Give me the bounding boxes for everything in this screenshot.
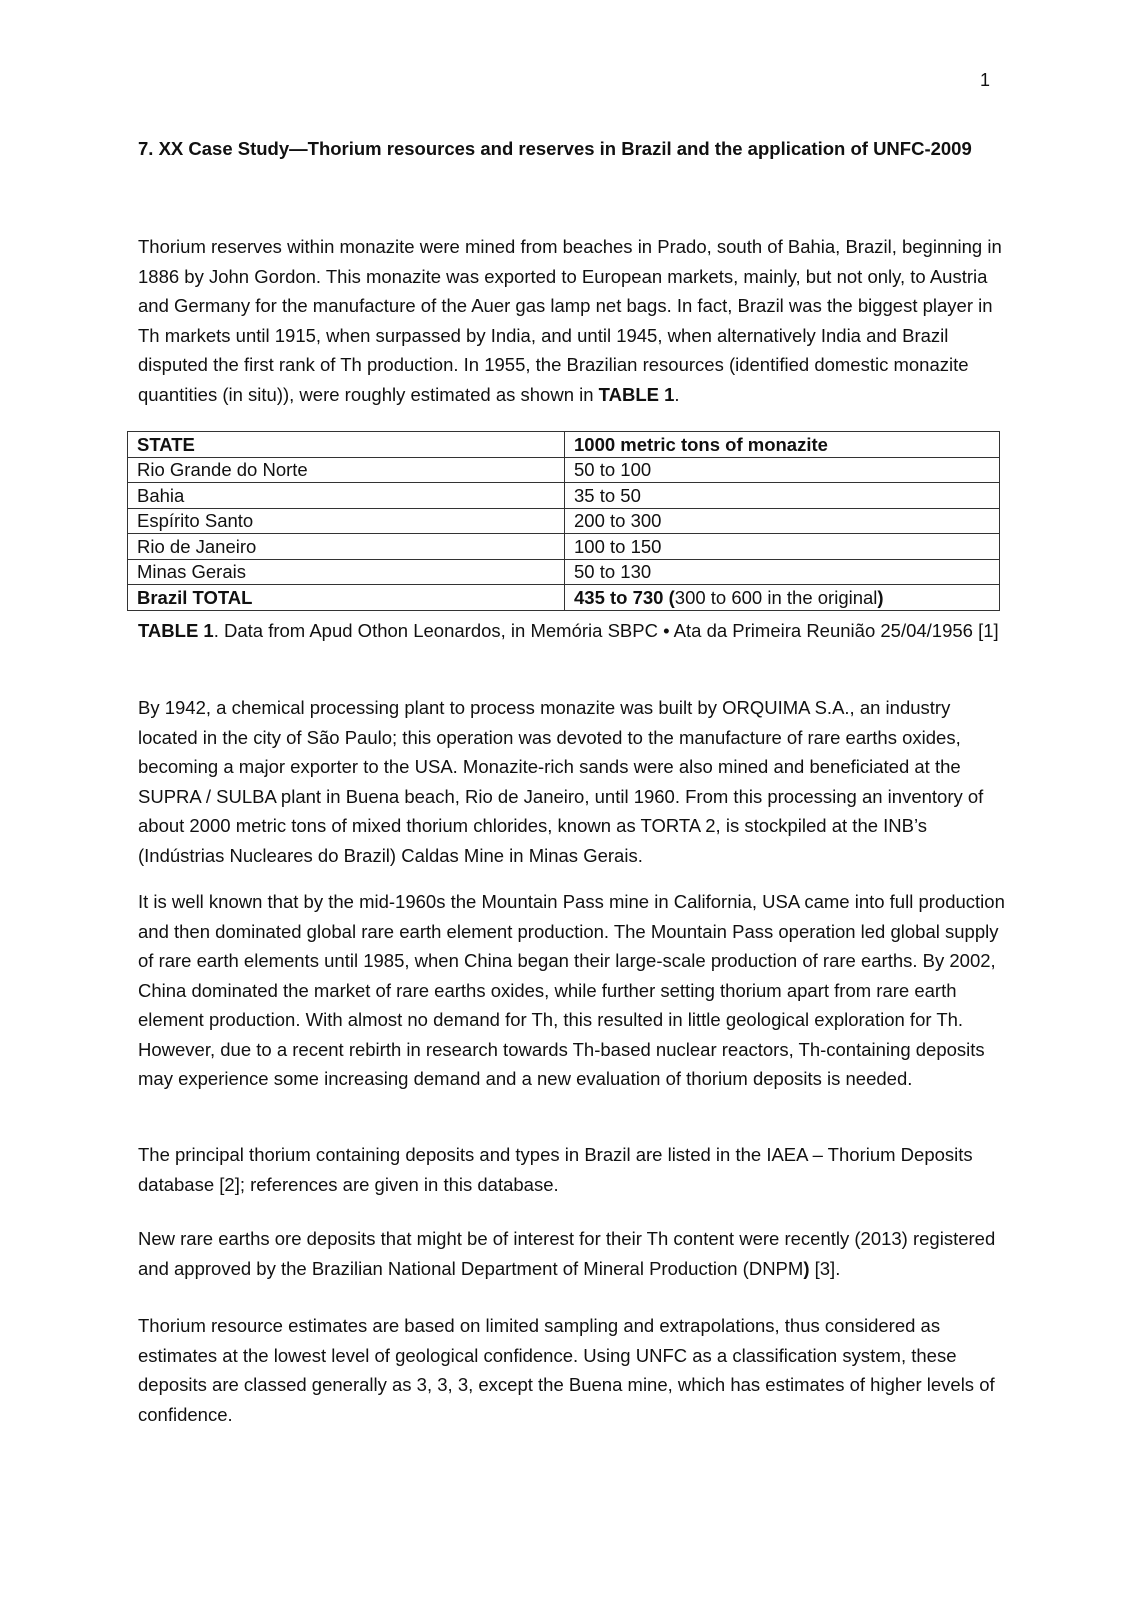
table-header-cell: 1000 metric tons of monazite — [565, 432, 1000, 458]
table-cell: Espírito Santo — [128, 508, 565, 534]
paragraph-mountain-pass: It is well known that by the mid-1960s the Mountain Pass mine in California, USA came into full production and then dominated global rare earth element production. The Mountain Pass operation led global supply of rare earth elements until 1985, when China began their large-scale production of rare earths. By 2002, China dominated the market of rare earths oxides, while further setting thorium apart from rare earth element production. With almost no demand for Th, this resulted in little geological exploration for Th. However, due to a recent rebirth in research towards Th-based nuclear reactors, Th-containing deposits may experience some increasing demand and a new evaluation of thorium deposits is needed. — [138, 891, 1005, 1089]
table-row — [128, 559, 1000, 585]
paragraph-dnpm-paren: ) — [803, 1257, 810, 1279]
paragraph-unfc-classification: Thorium resource estimates are based on limited sampling and extrapolations, thus considered as estimates at the lowest level of geological confidence. Using UNFC as a classification system, these deposits are classed generally as 3, 3, 3, except the Buena mine, which has estimates of higher levels of confidence. — [138, 1315, 995, 1425]
paragraph-dnpm — [138, 1224, 1008, 1283]
paragraph-intro-end: . — [674, 383, 680, 405]
table-caption — [138, 618, 1018, 643]
table-cell: Minas Gerais — [128, 559, 565, 585]
paragraph-dnpm-text: New rare earths ore deposits that might be of interest for their Th content were recently (2013) registered and approved by the Brazilian National Department of Mineral Production (DNPM — [138, 1228, 996, 1279]
total-value-original: 300 to 600 in the original — [674, 586, 878, 608]
total-value-close: ) — [877, 586, 884, 608]
paragraph-dnpm-end: [3]. — [809, 1257, 841, 1279]
page-title: 7. XX Case Study—Thorium resources and reserves in Brazil and the application of UNFC-2009 — [138, 138, 972, 159]
table-header-cell: STATE — [128, 432, 565, 458]
table-cell: 50 to 130 — [565, 559, 1000, 585]
table-cell: 50 to 100 — [565, 457, 1000, 483]
table-reference: TABLE 1 — [598, 383, 675, 405]
table-cell: 200 to 300 — [565, 508, 1000, 534]
table-row — [128, 457, 1000, 483]
paragraph-intro-text: Thorium reserves within monazite were mined from beaches in Prado, south of Bahia, Brazil, beginning in 1886 by John Gordon. This monazite was exported to European markets, mainly, but not only, to Austria and Germany for the manufacture of the Auer gas lamp net bags. In fact, Brazil was the biggest player in Th markets until 1915, when surpassed by India, and until 1945, when alternatively India and Brazil disputed the first rank of Th production. In 1955, the Brazilian resources (identified domestic monazite quantities (in situ)), were roughly estimated as shown in — [138, 236, 1002, 405]
table-cell: Rio de Janeiro — [128, 534, 565, 560]
table-cell: 35 to 50 — [565, 483, 1000, 509]
table-row — [128, 508, 1000, 534]
table-row — [128, 483, 1000, 509]
paragraph-intro — [138, 232, 1008, 409]
table-row — [128, 534, 1000, 560]
table-cell: 100 to 150 — [565, 534, 1000, 560]
table-total-label: Brazil TOTAL — [128, 585, 565, 611]
table-total-value — [565, 585, 1000, 611]
table-caption-text: . Data from Apud Othon Leonardos, in Memória SBPC • Ata da Primeira Reunião 25/04/1956 [1] — [213, 620, 999, 641]
table-total-row — [128, 585, 1000, 611]
total-value-bold: 435 to 730 ( — [574, 586, 675, 608]
table-header-row — [128, 432, 1000, 458]
paragraph-iaea-database: The principal thorium containing deposits and types in Brazil are listed in the IAEA – Thorium Deposits database [2]; references are given in this database. — [138, 1144, 973, 1195]
table-cell: Rio Grande do Norte — [128, 457, 565, 483]
page-number: 1 — [980, 70, 991, 90]
paragraph-orquima: By 1942, a chemical processing plant to process monazite was built by ORQUIMA S.A., an industry located in the city of São Paulo; this operation was devoted to the manufacture of rare earths oxides, becoming a major exporter to the USA. Monazite-rich sands were also mined and beneficiated at the SUPRA / SULBA plant in Buena beach, Rio de Janeiro, until 1960. From this processing an inventory of about 2000 metric tons of mixed thorium chlorides, known as TORTA 2, is stockpiled at the INB’s (Indústrias Nucleares do Brazil) Caldas Mine in Minas Gerais. — [138, 697, 984, 866]
table-cell: Bahia — [128, 483, 565, 509]
table-caption-label: TABLE 1 — [138, 620, 214, 641]
monazite-table — [127, 431, 1000, 611]
